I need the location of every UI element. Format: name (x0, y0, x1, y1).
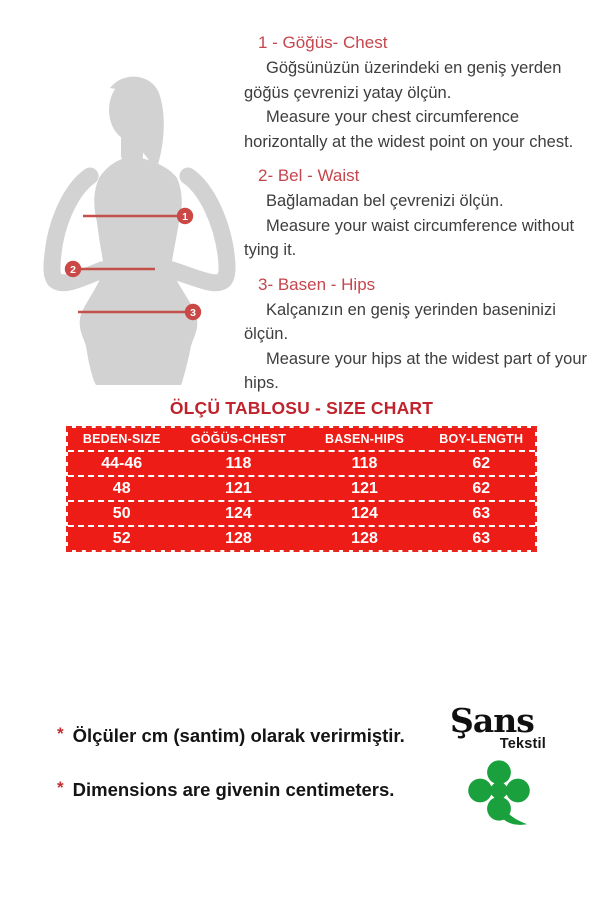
cell-chest: 124 (225, 504, 252, 522)
cell-size: 48 (112, 479, 131, 497)
cell-chest: 118 (225, 454, 252, 472)
marker-3-label: 3 (190, 306, 196, 319)
note-units-tr (57, 724, 405, 747)
size-chart-title: ÖLÇÜ TABLOSU - SIZE CHART (169, 398, 434, 418)
column-header-size: BEDEN-SIZE (82, 432, 161, 446)
section-heading-waist: 2- Bel - Waist (258, 166, 360, 185)
section-text-en: Measure your chest circumference horizontally at the widest point on your chest. (244, 108, 574, 151)
asterisk-icon: * (57, 724, 64, 743)
column-header-chest: GÖĞÜS-CHEST (190, 432, 287, 446)
cell-length: 63 (472, 504, 491, 522)
column-header-hips: BASEN-HIPS (324, 432, 405, 446)
section-text-tr: Kalçanızın en geniş yerinden baseninizi ölçün. (244, 300, 556, 343)
marker-2-label: 2 (70, 263, 76, 276)
table-row (68, 475, 535, 500)
instruction-section-hips (244, 272, 598, 396)
table-row (68, 525, 535, 550)
body-silhouette-figure (40, 74, 240, 386)
instruction-section-chest (244, 30, 598, 154)
note-text: Dimensions are givenin centimeters. (72, 779, 395, 800)
section-text-tr: Bağlamadan bel çevrenizi ölçün. (266, 192, 504, 210)
cell-size: 44-46 (101, 454, 143, 472)
cell-size: 50 (112, 504, 131, 522)
measurement-instructions (244, 30, 598, 405)
brand-name: Şans (450, 701, 534, 740)
note-text: Ölçüler cm (santim) olarak verirmiştir. (72, 725, 405, 746)
cell-size: 52 (112, 529, 131, 547)
brand-logo (450, 701, 546, 837)
column-header-length: BOY-LENGTH (439, 432, 524, 446)
instruction-section-waist (244, 163, 598, 263)
cell-chest: 128 (225, 529, 252, 547)
four-leaf-clover-icon (464, 756, 546, 837)
table-row (68, 450, 535, 475)
cell-length: 63 (472, 529, 491, 547)
section-text-en: Measure your hips at the widest part of your hips. (244, 349, 587, 392)
section-text-tr: Göğsünüzün üzerindeki en geniş yerden göğüs çevrenizi yatay ölçün. (244, 59, 562, 102)
cell-length: 62 (472, 479, 491, 497)
section-text-en: Measure your waist circumference without tying it. (244, 216, 575, 259)
section-heading-chest: 1 - Göğüs- Chest (258, 33, 388, 52)
cell-chest: 121 (225, 479, 252, 497)
cell-hips: 128 (351, 529, 378, 547)
cell-hips: 124 (351, 504, 378, 522)
section-heading-hips: 3- Basen - Hips (258, 274, 376, 294)
cell-length: 62 (472, 454, 491, 472)
cell-hips: 118 (351, 454, 378, 472)
table-row (68, 500, 535, 525)
table-header-row (68, 428, 535, 450)
size-chart-table (68, 428, 535, 550)
female-silhouette-icon (40, 74, 240, 386)
brand-subtitle: Tekstil (499, 735, 546, 752)
asterisk-icon: * (57, 778, 64, 797)
marker-1-label: 1 (182, 210, 188, 223)
note-units-en (57, 778, 394, 801)
cell-hips: 121 (351, 479, 378, 497)
